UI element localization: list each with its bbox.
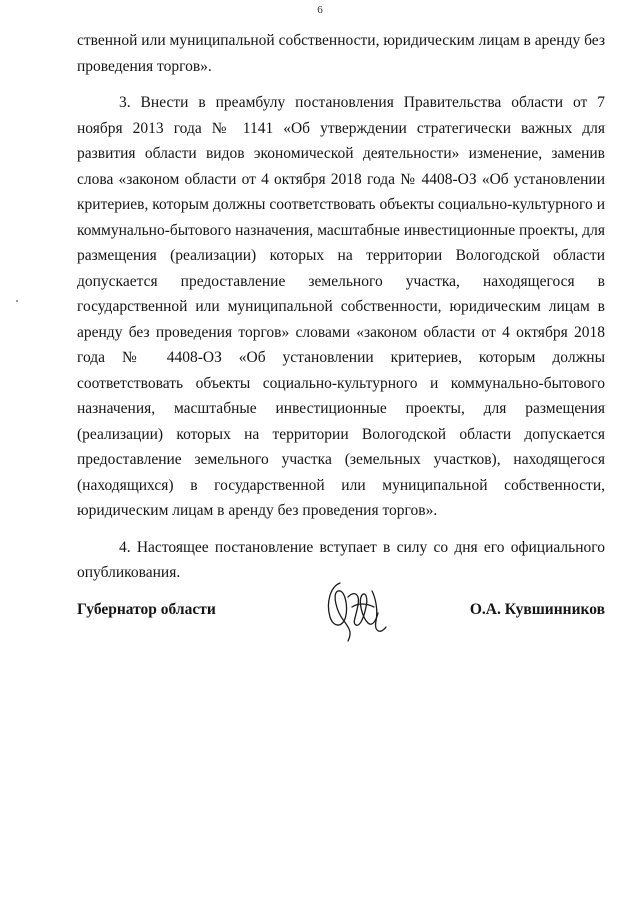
handwritten-signature [322,577,392,645]
page-number: 6 [317,4,323,16]
scan-artifact [16,300,18,302]
signer-title: Губернатор области [77,601,216,618]
paragraph-item-3: 3. Внести в преамбулу постановления Правительства области от 7 ноября 2013 года № 1141 «Об утверждении стратегически важных для развития области видов экономической деятельности» изменение, заменив слова «законом области от 4 октября 2018 года № 4408-ОЗ «Об установлении критериев, которым должны соответствовать объекты социально-культурного и коммунально-бытового назначения, масштабные инвестиционные проекты, для размещения (реализации) которых на территории Вологодской области допускается предоставление земельного участка, находящегося в государственной или муниципальной собственности, юридическим лицам в аренду без проведения торгов» словами «законом области от 4 октября 2018 года № 4408-ОЗ «Об установлении критериев, которым должны соответствовать объекты социально-культурного и коммунально-бытового назначения, масштабные инвестиционные проекты, для размещения (реализации) которых на территории Вологодской области допускается предоставление земельного участка (земельных участков), находящегося (находящихся) в государственной или муниципальной собственности, юридическим лицам в аренду без проведения торгов». [77,94,605,519]
document-body [77,28,605,597]
signer-name: О.А. Кувшинников [469,601,605,618]
paragraph-item-4: 4. Настоящее постановление вступает в силу со дня его официального опубликования. [77,538,605,581]
paragraph-continuation: ственной или муниципальной собственности, юридическим лицам в аренду без проведения торгов». [77,32,605,75]
signature-block [77,595,605,655]
